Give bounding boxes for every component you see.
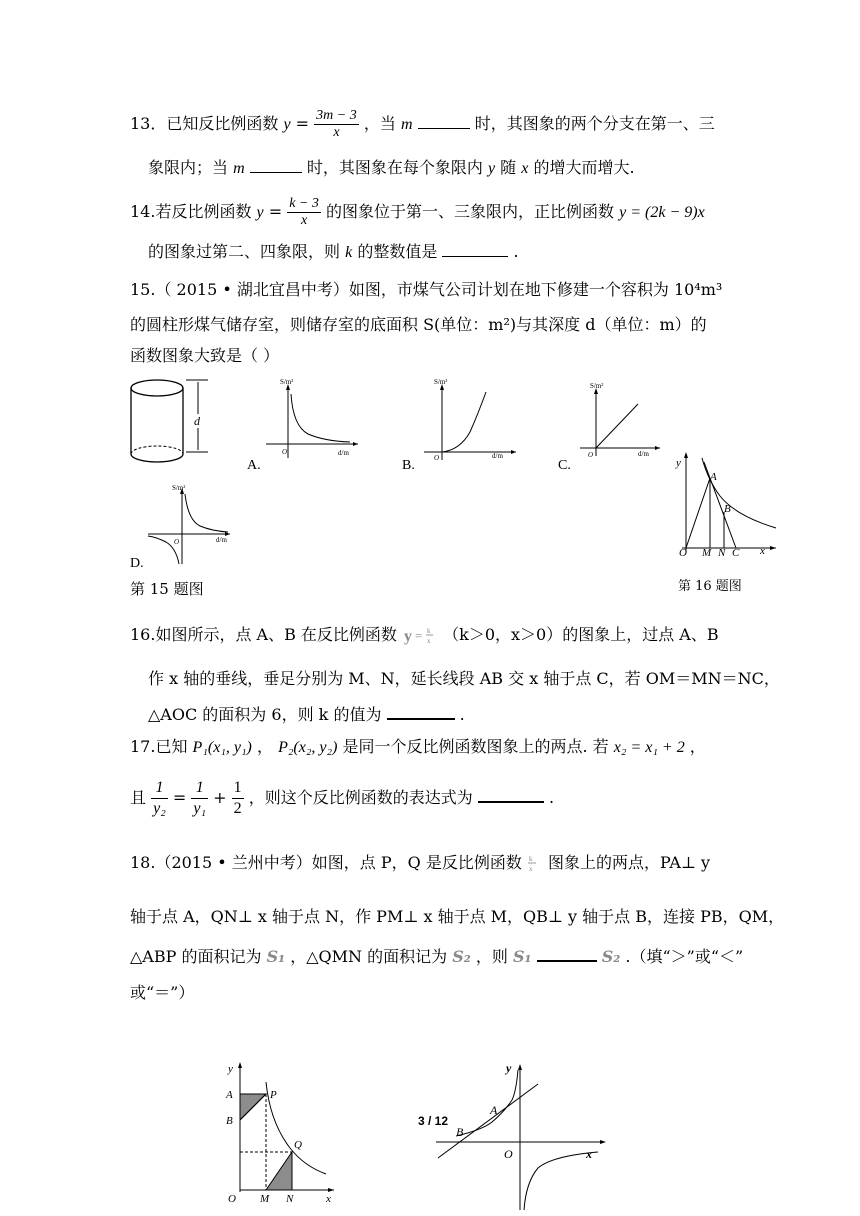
option-c-ylabel: S/m² [590,382,604,390]
fig18-y-label: y [228,1063,233,1075]
q17-fraction-1 [151,778,168,819]
q15-line2: 的圆柱形煤气储存室，则储存室的底面积 S(单位：m²)与其深度 d（单位：m）的 [130,315,707,334]
last-fig-b-label: B [456,1125,464,1139]
fig18-n-label: N [286,1193,294,1205]
last-fig-o-label: O [504,1147,513,1161]
fig18-b-label: B [226,1115,233,1127]
q17-f2-num: 1 [191,778,208,799]
q16-end: . [459,705,465,724]
q17-line2-prefix: 且 [130,788,147,807]
q18-text: 18.（2015 • 兰州中考）如图，点 P，Q 是反比例函数 [130,853,522,872]
svg-text:k: k [528,854,533,863]
q14-end: . [513,242,519,261]
q18-line4: 或“＝”） [130,983,195,1002]
fig18-q-label: Q [294,1139,302,1151]
q13-y: y [283,116,291,133]
q17-fraction-3 [232,778,244,819]
q13-frac-den: x [333,125,340,140]
option-a-ylabel: S/m² [280,378,294,386]
q14-line2-a: 的图象过第二、四象限，则 [148,242,341,261]
fig16-diagram [672,450,782,560]
q13-line2-a: 象限内；当 [148,158,229,177]
q17-line2: 且 $\frac{1}{\text{y₂}}$ = $\frac{1}{\text{y₁}}$ + $\frac{1}{2}$ ，则这个反比例函数的表达式为 . [130,779,555,817]
option-b-label[interactable]: B. [402,458,415,473]
q13-blank-2[interactable] [250,156,302,173]
q18-line3-a: △ABP 的面积记为 [130,947,262,966]
q16-text-suffix: （k＞0，x＞0）的图象上，过点 A、B [443,625,719,644]
q13-m-2: m [233,160,245,177]
option-b-graph [420,380,520,460]
cylinder-figure [126,376,216,472]
q13-text-mid: ，当 [363,114,396,133]
q14-line2-b: 的整数值是 [357,242,438,261]
q17-text-mid: 是同一个反比例函数图象上的两点. 若 [342,737,609,756]
fig18-p-label: P [270,1089,277,1101]
fig16-c-label: C [732,547,740,559]
fig18-diagram [222,1062,342,1208]
q14-k: k [345,244,353,261]
fig18-a-label: A [226,1089,233,1101]
q17-f2-den: y₁ [193,800,207,817]
q16-blank[interactable] [387,702,455,720]
option-d-origin: O [174,538,180,546]
q17-comma: ， [256,737,273,756]
q17-f1-num: 1 [151,778,168,799]
last-fig-x-label: x [586,1147,592,1161]
q13-frac-num: 3m − 3 [316,108,357,123]
option-a-origin: O [282,448,288,456]
fig16-n-label: N [718,547,726,559]
q13-fraction [314,108,359,141]
q13-y-2: y [487,160,496,177]
q13-m: m [400,116,413,133]
option-d-label[interactable]: D. [130,556,144,571]
q17-f3-num: 1 [232,778,244,799]
q13-line2-d: 的增大而增大. [533,158,635,177]
q13-x: x [521,160,529,177]
last-fig-a-label: A [490,1103,498,1117]
q18-line3-c: ，则 [475,947,508,966]
option-d-xlabel: d/m [216,536,227,544]
last-fig-y-label: y [506,1061,512,1075]
q17-f3-den: 2 [233,800,242,817]
q18-s1: S₁ [266,947,286,966]
option-b-xlabel: d/m [492,452,503,460]
q17-f1-den: y₂ [153,800,166,817]
q18-blank[interactable] [537,944,597,962]
fig16-y-label: y [676,457,681,469]
option-b-ylabel: S/m² [434,378,448,386]
fig16-caption: 第 16 题图 [678,579,742,594]
fig16-a-label: A [710,471,717,483]
option-a-xlabel: d/m [338,449,349,457]
q13-line2-b: 时，其图象在每个象限内 [306,158,483,177]
option-c-graph [576,384,666,460]
cylinder-d-label: d [194,414,200,428]
page-number: 3 / 12 [418,1114,449,1128]
q13-blank-1[interactable] [418,112,470,129]
q18-s2: S₂ [452,947,471,966]
fig18-x-label: x [326,1193,331,1205]
q15-line1: 15.（ 2015 • 湖北宜昌中考）如图，市煤气公司计划在地下修建一个容积为 10⁴m³ [130,280,723,299]
q16-line3-text: △AOC 的面积为 6，则 k 的值为 [148,705,382,724]
q17-p2: P₂(x₂, y₂) [278,739,338,756]
q17-line2-suffix: ，则这个反比例函数的表达式为 [248,788,473,807]
option-a-graph [262,380,362,460]
q14-line1 [130,196,705,229]
fig16-x-label: x [760,545,765,557]
q14-y: y [256,204,264,221]
q15-line3: 函数图象大致是（ ） [130,346,280,365]
q16-text: 16.如图所示，点 A、B 在反比例函数 [130,625,397,644]
q13-text-suffix: 时，其图象的两个分支在第一、三 [474,114,715,133]
svg-text:y: y [404,627,413,645]
q13-line2 [148,156,635,180]
q14-fraction [287,196,321,229]
option-b-origin: O [434,454,440,462]
q13-line2-c: 随 [500,158,517,177]
q14-text: 14.若反比例函数 [130,202,252,221]
q14-frac-den: x [300,213,308,228]
last-fig-diagram [434,1060,610,1212]
option-d-ylabel: S/m² [172,484,186,492]
option-a-label[interactable]: A. [247,458,261,473]
option-c-origin: O [588,451,594,459]
q17-condition: x₂ = x₁ + 2 [613,739,685,756]
option-d-graph [144,484,236,568]
q18-line2: 轴于点 A，QN⊥ x 轴于点 N，作 PM⊥ x 轴于点 M，QB⊥ y 轴于点 B，连接 PB，QM， [130,907,785,926]
q14-eq: = [268,202,283,221]
fig18-m-label: M [260,1193,270,1205]
q16-line1 [130,624,719,647]
q18-text-suffix: 图象上的两点，PA⊥ y [548,853,711,872]
svg-text:=: = [415,627,423,643]
svg-text:x: x [528,864,533,873]
q14-blank[interactable] [442,240,508,257]
fig16-b-label: B [724,503,731,515]
q17-text: 17.已知 [130,737,188,756]
q14-text-mid: 的图象位于第一、三象限内，正比例函数 [326,202,615,221]
q14-frac-num: k − 3 [289,196,319,211]
q18-s1-2: S₁ [513,947,532,966]
q17-p1: P₁(x₁, y₁) [192,739,252,756]
q13-line1 [130,108,715,141]
svg-text:x: x [427,636,431,645]
q14-line2 [148,240,519,264]
q16-function-image [402,625,438,647]
fig16-m-label: M [702,547,712,559]
q16-line3 [148,702,465,726]
q18-line3-d: .（填“＞”或“＜” [625,947,744,966]
option-c-label[interactable]: C. [558,458,571,473]
q17-end1: ， [689,737,706,756]
q13-text: 13．已知反比例函数 [130,114,279,133]
fig15-caption: 第 15 题图 [130,580,204,598]
q17-line1 [130,736,706,759]
fig18-o-label: O [228,1193,236,1205]
q17-blank[interactable] [478,785,544,803]
q18-line3-b: ，△QMN 的面积记为 [290,947,448,966]
q18-s2-2: S₂ [601,947,621,966]
q18-line1 [130,852,710,875]
q17-end2: . [548,788,555,807]
q17-fraction-2 [191,778,208,819]
q13-eq: = [295,114,310,133]
q18-line3 [130,944,743,968]
q14-linear-fn: y = (2k − 9)x [619,204,705,221]
option-c-xlabel: d/m [638,450,649,458]
fig16-o-label: O [679,547,687,559]
svg-text:k: k [427,626,431,635]
q18-function-image [527,853,543,875]
q16-line2: 作 x 轴的垂线，垂足分别为 M、N，延长线段 AB 交 x 轴于点 C，若 OM＝MN＝NC， [148,669,780,688]
